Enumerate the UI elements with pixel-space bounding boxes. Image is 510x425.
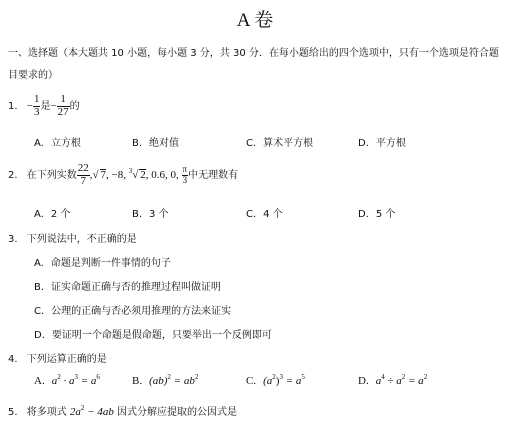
question-3-stem (8, 230, 137, 245)
question-number: 4. (8, 354, 18, 365)
stem-text: 因式分解应提取的公因式是 (113, 407, 238, 418)
question-4-stem (8, 350, 107, 365)
fraction-one-third: $\frac{1}{3}$ (33, 93, 40, 118)
stem-text: 将多项式 (26, 407, 70, 418)
option-c[interactable]: C. 算术平方根 (246, 138, 314, 149)
option-a[interactable]: A. 立方根 (34, 138, 81, 149)
fraction-22-7: $\frac{22}{7}$ (77, 162, 89, 187)
stem-text: 是 (40, 101, 51, 113)
stem-text: 下列说法中，不正确的是 (26, 234, 137, 245)
option-c[interactable]: C. $(a^2)^3 = a^5$ (246, 373, 305, 387)
question-2-stem: 2. 在下列实数 $\frac{22}{7}$ ,√ 7, −8, $^3$√ 2, 0.6, 0, $\frac{\pi}{3}$ 中无理数有 (8, 162, 239, 187)
option-c[interactable]: C. 公理的正确与否必须用推理的方法来证实 (34, 306, 232, 317)
option-a[interactable]: A. 2 个 (34, 209, 71, 220)
option-d[interactable]: D. $a^4 \div a^2 = a^2$ (358, 373, 428, 387)
cube-root-2: $^3$√ 2 (128, 167, 146, 182)
option-a[interactable]: A. 命题是判断一件事情的句子 (34, 258, 171, 269)
option-b[interactable]: B. $(ab)^2 = ab^2$ (132, 373, 199, 387)
minus-sign: − (26, 100, 33, 113)
question-1-stem (8, 94, 80, 118)
option-b[interactable]: B. 3 个 (132, 209, 169, 220)
stem-text: 的 (69, 101, 80, 113)
stem-text: 在下列实数 (26, 170, 77, 182)
option-d[interactable]: D. 平方根 (358, 138, 406, 149)
section-instructions-line1: 一、选择题（本大题共 10 小题，每小题 3 分，共 30 分．在每小题给出的四个选项中，只有一个选项是符合题 (8, 48, 499, 59)
question-5-stem: 5. 将多项式 $2a^2 - 4ab$ 因式分解应提取的公因式是 (8, 404, 238, 418)
minus-sign: − (50, 100, 57, 113)
option-c[interactable]: C. 4 个 (246, 209, 283, 220)
stem-text: 中无理数有 (188, 170, 239, 182)
question-number: 3. (8, 234, 18, 245)
option-b[interactable]: B. 证实命题正确与否的推理过程叫做证明 (34, 282, 222, 293)
question-number: 2. (8, 170, 18, 182)
stem-text: 下列运算正确的是 (26, 354, 107, 365)
question-number: 5. (8, 407, 18, 418)
section-instructions-line2: 目要求的） (8, 70, 58, 81)
option-b[interactable]: B. 绝对值 (132, 138, 180, 149)
page-title: A 卷 (236, 10, 274, 31)
fraction-pi-3: $\frac{\pi}{3}$ (182, 164, 188, 185)
question-number: 1. (8, 101, 18, 113)
option-d[interactable]: D. 要证明一个命题是假命题，只要举出一个反例即可 (34, 330, 272, 341)
option-d[interactable]: D. 5 个 (358, 209, 396, 220)
sqrt-7: √ 7 (92, 169, 107, 182)
option-a[interactable]: A. $a^2 \cdot a^3 = a^6$ (34, 373, 100, 387)
fraction-one-27th: $\frac{1}{27}$ (57, 93, 69, 118)
